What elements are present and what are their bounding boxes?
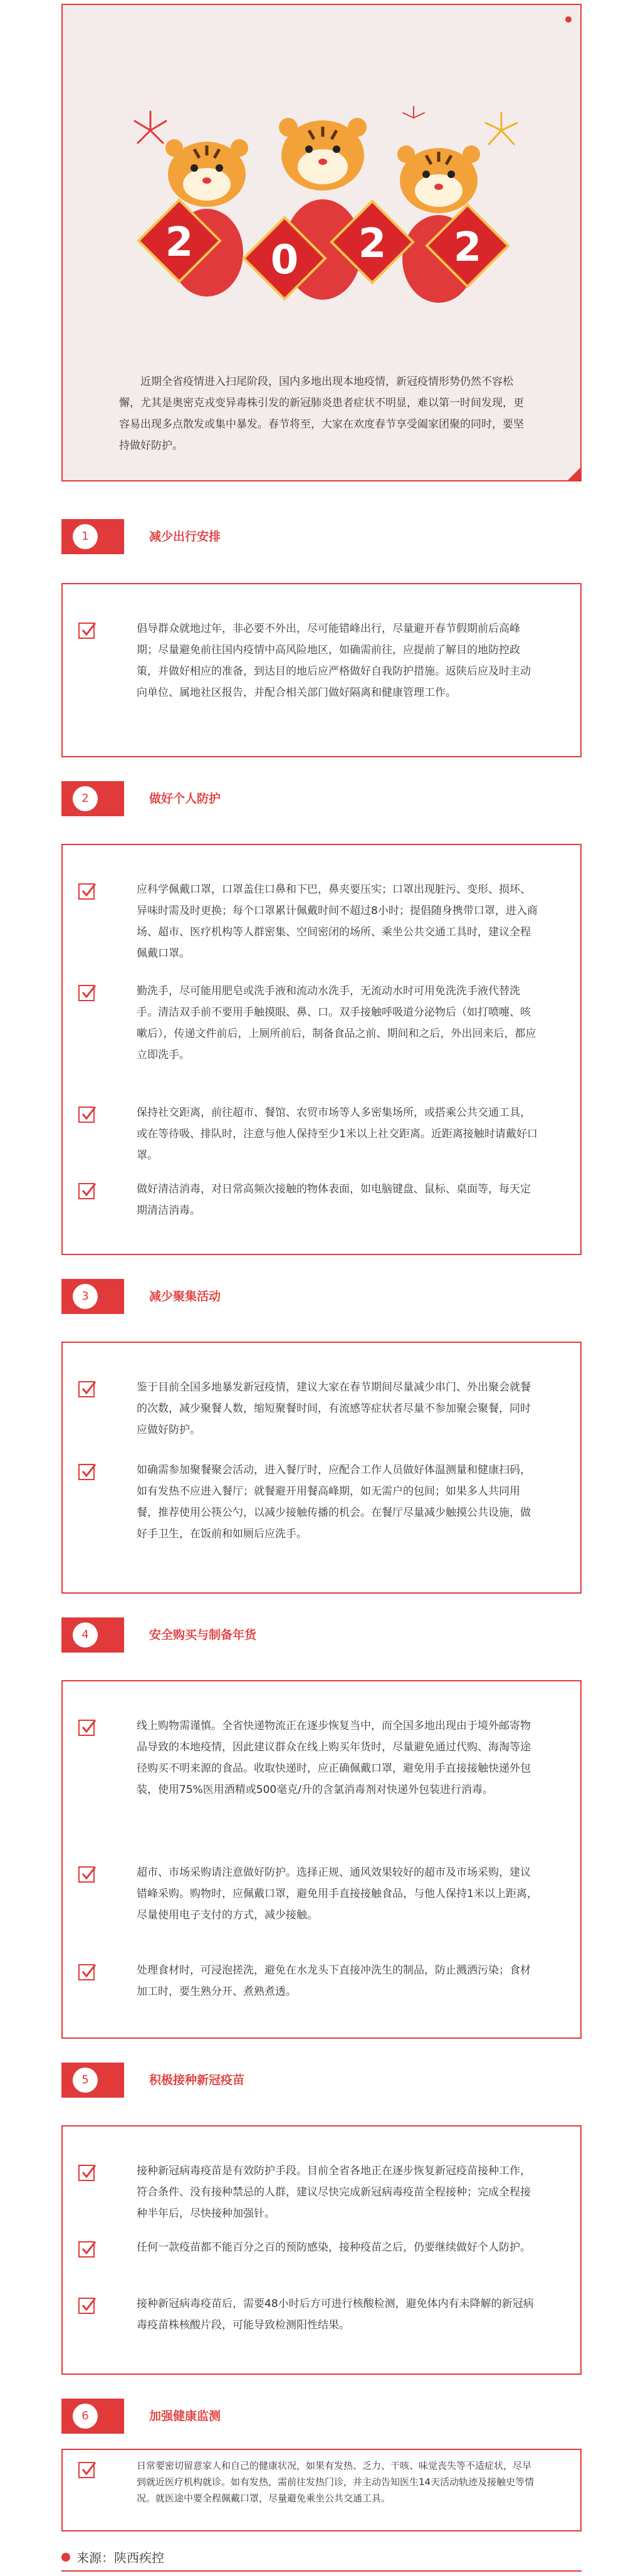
firework-icon	[135, 112, 166, 143]
checkbox-checked-icon	[78, 1864, 97, 1883]
item-text: 倡导群众就地过年，非必要不外出，尽可能错峰出行，尽量避开春节假期前后高峰期；尽量避免前往国内疫情中高风险地区，如确需前往，应提前了解目的地防控政策，并做好相应的准备，到达目的地后应严格做好自我防护措施。返陕后应及时主动向单位、属地社区报告，并配合相关部门做好隔离和健康管理工作。	[137, 623, 531, 699]
item-text: 任何一款疫苗都不能百分之百的预防感染，接种疫苗之后，仍要继续做好个人防护。	[137, 2241, 531, 2254]
intro-card	[61, 4, 582, 481]
svg-text:2: 2	[358, 221, 387, 267]
item-text: 勤洗手，尽可能用肥皂或洗手液和流动水洗手，无流动水时可用免洗洗手液代替洗手。清洁双手前不要用手触摸眼、鼻、口。双手接触呼吸道分泌物后（如打喷嚏、咳嗽后），传递文件前后，上厕所前后，制备食品之前、期间和之后，外出回来后，都应立即洗手。	[137, 985, 536, 1061]
section-title: 加强健康监测	[149, 2409, 221, 2423]
svg-text:2: 2	[453, 224, 482, 271]
svg-text:0: 0	[270, 237, 299, 283]
item-text: 接种新冠病毒疫苗是有效防护手段。目前全省各地正在逐步恢复新冠疫苗接种工作，符合条件、没有接种禁忌的人群，建议尽快完成新冠病毒疫苗全程接种；完成全程接种半年后，尽快接种加强针。	[137, 2165, 531, 2220]
svg-text:2: 2	[165, 219, 194, 266]
section-card-3	[61, 1342, 582, 1594]
checkbox-checked-icon	[78, 1962, 97, 1981]
section-number: 3	[73, 1284, 98, 1309]
section-title: 安全购买与制备年货	[149, 1628, 257, 1642]
firework-icon	[403, 107, 424, 118]
section-number-box	[61, 519, 124, 554]
section-title: 减少聚集活动	[149, 1290, 221, 1303]
item-text: 应科学佩戴口罩，口罩盖住口鼻和下巴，鼻夹要压实；口罩出现脏污、变形、损坏、异味时需及时更换；每个口罩累计佩戴时间不超过8小时；提倡随身携带口罩，进入商场、超市、医疗机构等人群密集、空间密闭的场所、乘坐公共交通工具时，建议全程佩戴口罩。	[137, 883, 538, 960]
section-card-2	[61, 844, 582, 1255]
checkbox-checked-icon	[78, 2163, 97, 2182]
checkbox-checked-icon	[78, 881, 97, 900]
item-text: 超市、市场采购请注意做好防护。选择正规、通风效果较好的超市及市场采购，建议错峰采购。购物时，应佩戴口罩，避免用手直接接触食品，与他人保持1米以上距离，尽量使用电子支付的方式，减少接触。	[137, 1866, 538, 1921]
section-number-box	[61, 2399, 124, 2434]
section-number: 4	[73, 1622, 98, 1648]
section-number: 6	[73, 2404, 98, 2429]
section-number-box	[61, 2063, 124, 2098]
section-number: 2	[73, 786, 98, 811]
checkbox-checked-icon	[78, 2460, 97, 2479]
tiger-2022-illustration	[113, 105, 533, 331]
section-header-2	[61, 781, 582, 816]
checkbox-checked-icon	[78, 1462, 97, 1481]
section-title: 减少出行安排	[149, 530, 221, 544]
section-card-4	[61, 1680, 582, 2039]
section-number: 1	[73, 524, 98, 549]
section-card-1	[61, 583, 582, 757]
section-header-5	[61, 2063, 582, 2098]
checkbox-checked-icon	[78, 1181, 97, 1200]
item-text: 处理食材时，可浸泡搓洗，避免在水龙头下直接冲洗生的制品，防止溅洒污染；食材加工时，要生熟分开、煮熟煮透。	[137, 1964, 531, 1998]
section-number-box	[61, 781, 124, 816]
source-dot	[61, 2553, 70, 2562]
item-text: 接种新冠病毒疫苗后，需要48小时后方可进行核酸检测，避免体内有未降解的新冠病毒疫苗株核酸片段，可能导致检测阳性结果。	[137, 2298, 534, 2332]
section-header-6	[61, 2399, 582, 2434]
section-card-6	[61, 2449, 582, 2531]
decor-dot	[565, 16, 572, 23]
item-text: 鉴于目前全国多地暴发新冠疫情，建议大家在春节期间尽量减少串门、外出聚会就餐的次数，减少聚餐人数，缩短聚餐时间，有流感等症状者尽量不参加聚会聚餐，同时应做好防护。	[137, 1381, 531, 1436]
section-header-3	[61, 1279, 582, 1314]
source-footer	[61, 2550, 582, 2573]
intro-paragraph: 近期全省疫情进入扫尾阶段，国内多地出现本地疫情，新冠疫情形势仍然不容松懈，尤其是奥密克戎变异毒株引发的新冠肺炎患者症状不明显，难以第一时间发现，更容易出现多点散发或集中暴发。春节将至，大家在欢度春节享受阖家团聚的同时，要坚持做好防护。	[119, 376, 524, 452]
checkbox-checked-icon	[78, 2239, 97, 2258]
firework-icon	[486, 113, 517, 144]
corner-fold-decor	[567, 466, 582, 481]
section-number-box	[61, 1279, 124, 1314]
checkbox-checked-icon	[78, 1718, 97, 1737]
checkbox-checked-icon	[78, 983, 97, 1002]
section-title: 积极接种新冠疫苗	[149, 2073, 245, 2087]
section-card-5	[61, 2125, 582, 2375]
checkbox-checked-icon	[78, 1105, 97, 1123]
checkbox-checked-icon	[78, 621, 97, 639]
item-text: 如确需参加聚餐聚会活动，进入餐厅时，应配合工作人员做好体温测量和健康扫码，如有发热不应进入餐厅；就餐避开用餐高峰期，如无需户的包间；如果多人共同用餐，推荐使用公筷公勺，以减少接触传播的机会。在餐厅尽量减少触摸公共设施，做好手卫生，在饭前和如厕后应洗手。	[137, 1464, 531, 1540]
section-title: 做好个人防护	[149, 792, 221, 806]
section-header-4	[61, 1617, 582, 1653]
section-number-box	[61, 1617, 124, 1653]
checkbox-checked-icon	[78, 2296, 97, 2315]
section-number: 5	[73, 2068, 98, 2093]
item-text: 日常要密切留意家人和自己的健康状况，如果有发热、乏力、干咳、味觉丧失等不适症状，尽早到就近医疗机构就诊。如有发热，需前往发热门诊，并主动告知医生14天活动轨迹及接触史等情况。就医途中要全程佩戴口罩，尽量避免乘坐公共交通工具。	[137, 2460, 535, 2504]
section-header-1	[61, 519, 582, 554]
item-text: 做好清洁消毒，对日常高频次接触的物体表面，如电脑键盘、鼠标、桌面等，每天定期清洁消毒。	[137, 1183, 531, 1217]
item-text: 保持社交距离，前往超市、餐馆、农贸市场等人多密集场所，或搭乘公共交通工具，或在等待吸、排队时，注意与他人保持至少1米以上社交距离。近距离接触时请戴好口罩。	[137, 1107, 538, 1162]
divider	[61, 2570, 582, 2572]
source-label: 来源：陕西疾控	[76, 2550, 164, 2565]
checkbox-checked-icon	[78, 1379, 97, 1398]
item-text: 线上购物需谨慎。全省快递物流正在逐步恢复当中，而全国多地出现由于境外邮寄物品导致的本地疫情，因此建议群众在线上购买年货时，尽量避免通过代购、海淘等途径购买不明来源的食品。收取快递时，应正确佩戴口罩，避免用手直接接触快递外包装，使用75%医用酒精或500毫克/升的含氯消毒剂对快递外包装进行消毒。	[137, 1720, 531, 1796]
